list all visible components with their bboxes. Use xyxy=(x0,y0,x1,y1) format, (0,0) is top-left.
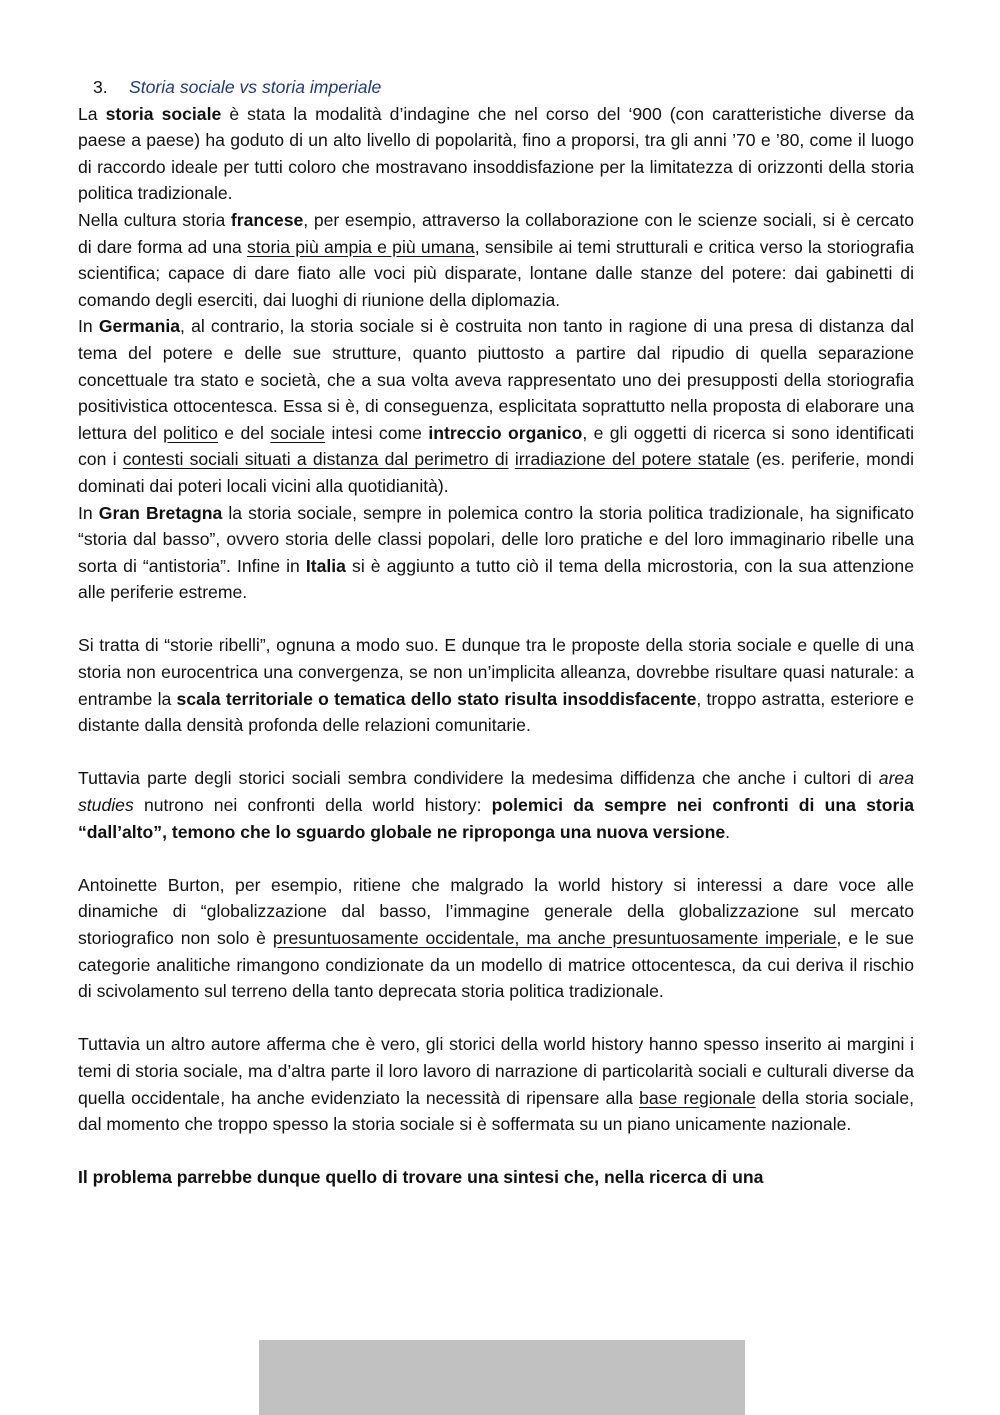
bold-phrase: polemici da sempre nei confronti di una storia “dall’alto”, temono che lo sguardo globale ne riproponga una nuova versione xyxy=(78,795,914,842)
redaction-box xyxy=(259,1340,745,1415)
bold-term: Italia xyxy=(305,555,346,576)
section-number: 3. xyxy=(93,77,108,97)
paragraph-problema xyxy=(78,1164,914,1191)
paragraph-burton: Antoinette Burton, per esempio, ritiene che malgrado la world history si interessi a dare voce alle dinamiche di “globalizzazione dal basso, l’immagine generale della globalizzazione sul mercato storiografico non solo è presuntuosamente occidentale, ma anche presuntuosamente imperiale, e le sue categorie analitiche rimangono condizionate da un modello di matrice ottocentesca, da cui deriva il rischio di scivolamento sul terreno della tanto deprecata storia politica tradizionale. xyxy=(78,874,915,1002)
section-title: Storia sociale vs storia imperiale xyxy=(129,77,382,97)
paragraph-germania: In Germania, al contrario, la storia sociale si è costruita non tanto in ragione di una presa di distanza dal tema del potere e delle sue strutture, quanto piuttosto a partire dal ripudio di quella separazione concettuale tra stato e società, che a sua volta aveva rappresentato uno dei presupposti della storiografia positivistica ottocentesca. Essa si è, di conseguenza, esplicitata soprattutto nella proposta di elaborare una lettura del politico e del sociale intesi come intreccio organico, e gli oggetti di ricerca si sono identificati con i contesti sociali situati a distanza dal perimetro di irradiazione del potere statale (es. periferie, mondi dominati dai poteri locali vicini alla quotidianità). xyxy=(78,316,915,496)
section-heading xyxy=(78,74,914,101)
bold-term: francese xyxy=(230,209,304,230)
paragraph-spacer xyxy=(78,606,914,633)
paragraph-spacer xyxy=(78,1138,914,1165)
bold-phrase: scala territoriale o tematica dello stato risulta insoddisfacente xyxy=(176,688,697,709)
bold-phrase: Il problema parrebbe dunque quello di trovare una sintesi che, nella ricerca di una xyxy=(78,1167,764,1188)
underlined-phrase: storia più ampia e più umana xyxy=(247,236,475,257)
paragraph-spacer xyxy=(78,845,914,872)
underlined-phrase: irradiazione del potere statale xyxy=(514,449,750,470)
underlined-phrase: presuntuosamente occidentale, ma anche presuntuosamente imperiale xyxy=(272,928,837,948)
paragraph-storia-sociale: La storia sociale è stata la modalità d’indagine che nel corso del ‘900 (con caratteristiche diverse da paese a paese) ha goduto di un alto livello di popolarità, fino a proporsi, tra gli anni ’70 e ’80, come il luogo di raccordo ideale per tutti coloro che mostravano insoddisfazione per la limitatezza di orizzonti della storia politica tradizionale. xyxy=(78,103,914,204)
underlined-phrase: base regionale xyxy=(639,1087,756,1108)
bold-term: Germania xyxy=(98,316,181,337)
bold-term: Gran Bretagna xyxy=(98,502,223,523)
paragraph-diffidenza: Tuttavia parte degli storici sociali sembra condividere la medesima diffidenza che anche i cultori di area studies nutrono nei confronti della world history: polemici da sempre nei confronti di una storia “dall’alto”, temono che lo sguardo globale ne riproponga una nuova versione. xyxy=(78,768,914,842)
underlined-phrase: politico xyxy=(163,422,218,443)
bold-term: intreccio organico xyxy=(428,422,583,443)
paragraph-storie-ribelli: Si tratta di “storie ribelli”, ognuna a modo suo. E dunque tra le proposte della storia sociale e quelle di una storia non eurocentrica una convergenza, se non un’implicita alleanza, dovrebbe risultare quasi naturale: a entrambe la scala territoriale o tematica dello stato risulta insoddisfacente, troppo astratta, esteriore e distante dalla densità profonda delle relazioni comunitarie. xyxy=(78,635,915,736)
document-page xyxy=(78,74,914,1191)
paragraph-francia: Nella cultura storia francese, per esempio, attraverso la collaborazione con le scienze sociali, si è cercato di dare forma ad una storia più ampia e più umana, sensibile ai temi strutturali e critica verso la storiografia scientifica; capace di dare fiato alle voci più disparate, lontane dalle stanze del potere: dai gabinetti di comando degli eserciti, dai luoghi di riunione della diplomazia. xyxy=(78,209,914,310)
underlined-phrase: sociale xyxy=(270,422,326,443)
bold-term: storia sociale xyxy=(105,103,222,124)
paragraph-spacer xyxy=(78,739,914,766)
italic-term: area studies xyxy=(78,768,914,816)
paragraph-gran-bretagna: In Gran Bretagna la storia sociale, sempre in polemica contro la storia politica tradizionale, ha significato “storia dal basso”, ovvero storia delle classi popolari, delle loro pratiche e del loro immaginario ribelle una sorta di “antistoria”. Infine in Italia si è aggiunto a tutto ciò il tema della microstoria, con la sua attenzione alle periferie estreme. xyxy=(78,502,914,603)
paragraph-spacer xyxy=(78,1005,914,1032)
underlined-phrase: contesti sociali situati a distanza dal perimetro di xyxy=(122,449,509,470)
paragraph-altro-autore: Tuttavia un altro autore afferma che è vero, gli storici della world history hanno spesso inserito ai margini i temi di storia sociale, ma d’altra parte il loro lavoro di narrazione di particolarità sociali e culturali diverse da quella occidentale, ha anche evidenziato la necessità di ripensare alla base regionale della storia sociale, dal momento che troppo spesso la storia sociale si è soffermata su un piano unicamente nazionale. xyxy=(78,1034,914,1135)
